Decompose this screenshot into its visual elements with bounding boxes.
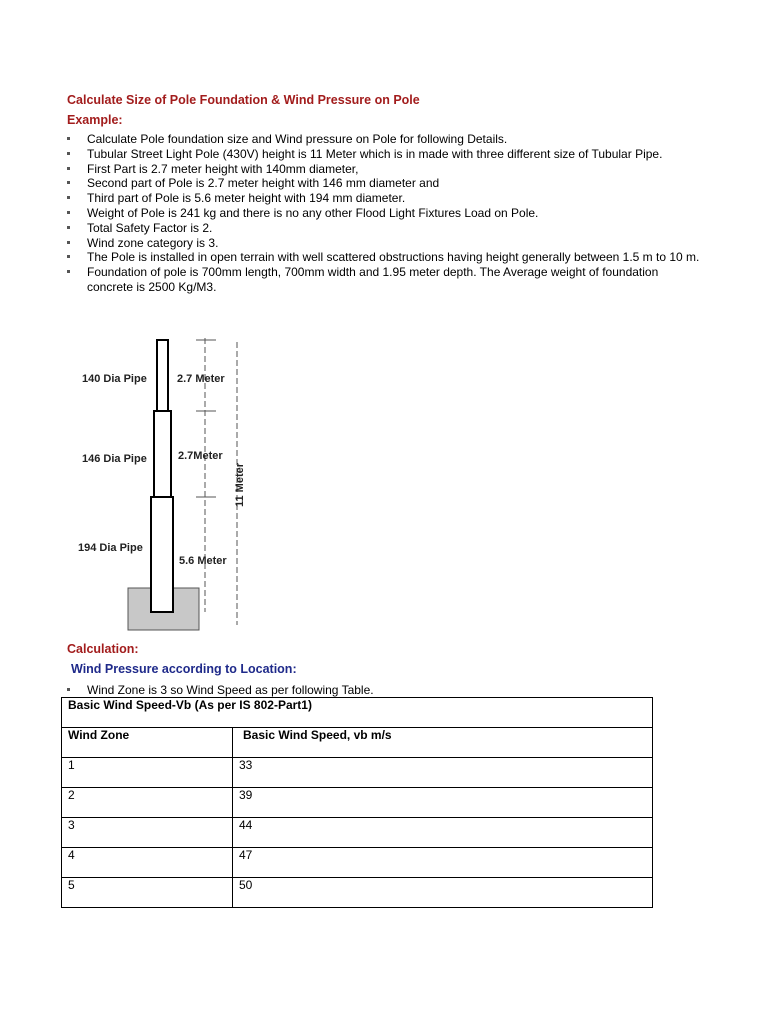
table-header-cell: Basic Wind Speed, vb m/s	[233, 728, 653, 758]
pipe-label-194: 194 Dia Pipe	[78, 542, 143, 554]
pipe-segment-bottom	[151, 497, 173, 612]
wind-list	[63, 683, 703, 698]
list-item: Weight of Pole is 241 kg and there is no any other Flood Light Fixtures Load on Pole.	[63, 206, 703, 221]
table-cell: 1	[62, 758, 233, 788]
table-row	[62, 788, 653, 818]
table-row	[62, 848, 653, 878]
table-cell: 3	[62, 818, 233, 848]
list-item: Calculate Pole foundation size and Wind pressure on Pole for following Details.	[63, 132, 703, 147]
list-item: First Part is 2.7 meter height with 140mm diameter,	[63, 162, 703, 177]
table-cell: 47	[233, 848, 653, 878]
example-list	[63, 132, 703, 295]
list-item: Third part of Pole is 5.6 meter height with 194 mm diameter.	[63, 191, 703, 206]
list-item: Foundation of pole is 700mm length, 700mm width and 1.95 meter depth. The Average weight of foundation concrete is 2500 Kg/M3.	[63, 265, 703, 295]
table-row	[62, 758, 653, 788]
pipe-label-140: 140 Dia Pipe	[82, 373, 147, 385]
table-row	[62, 878, 653, 908]
page-title: Calculate Size of Pole Foundation & Wind Pressure on Pole	[67, 93, 420, 107]
table-cell: 4	[62, 848, 233, 878]
list-item: Total Safety Factor is 2.	[63, 221, 703, 236]
table-cell: 44	[233, 818, 653, 848]
table-header-cell: Wind Zone	[62, 728, 233, 758]
wind-speed-table	[61, 697, 653, 908]
pipe-segment-top	[157, 340, 168, 411]
pole-diagram	[0, 330, 300, 640]
list-item: The Pole is installed in open terrain with well scattered obstructions having height generally between 1.5 m to 10 m.	[63, 250, 703, 265]
segment-label-3: 5.6 Meter	[179, 555, 227, 567]
pipe-label-146: 146 Dia Pipe	[82, 453, 147, 465]
total-height-label: 11 Meter	[234, 462, 246, 507]
table-cell: 2	[62, 788, 233, 818]
table-title: Basic Wind Speed-Vb (As per IS 802-Part1)	[62, 698, 653, 728]
segment-label-1: 2.7 Meter	[177, 373, 225, 385]
list-item: Wind Zone is 3 so Wind Speed as per following Table.	[63, 683, 703, 698]
wind-pressure-heading: Wind Pressure according to Location:	[71, 662, 297, 676]
pipe-segment-middle	[154, 411, 171, 497]
table-cell: 39	[233, 788, 653, 818]
example-heading: Example:	[67, 113, 123, 127]
table-header-row	[62, 728, 653, 758]
calculation-heading: Calculation:	[67, 642, 139, 656]
list-item: Tubular Street Light Pole (430V) height is 11 Meter which is in made with three different size of Tubular Pipe.	[63, 147, 703, 162]
table-cell: 50	[233, 878, 653, 908]
segment-label-2: 2.7Meter	[178, 450, 223, 462]
table-cell: 33	[233, 758, 653, 788]
table-cell: 5	[62, 878, 233, 908]
table-row	[62, 818, 653, 848]
list-item: Wind zone category is 3.	[63, 236, 703, 251]
list-item: Second part of Pole is 2.7 meter height with 146 mm diameter and	[63, 176, 703, 191]
